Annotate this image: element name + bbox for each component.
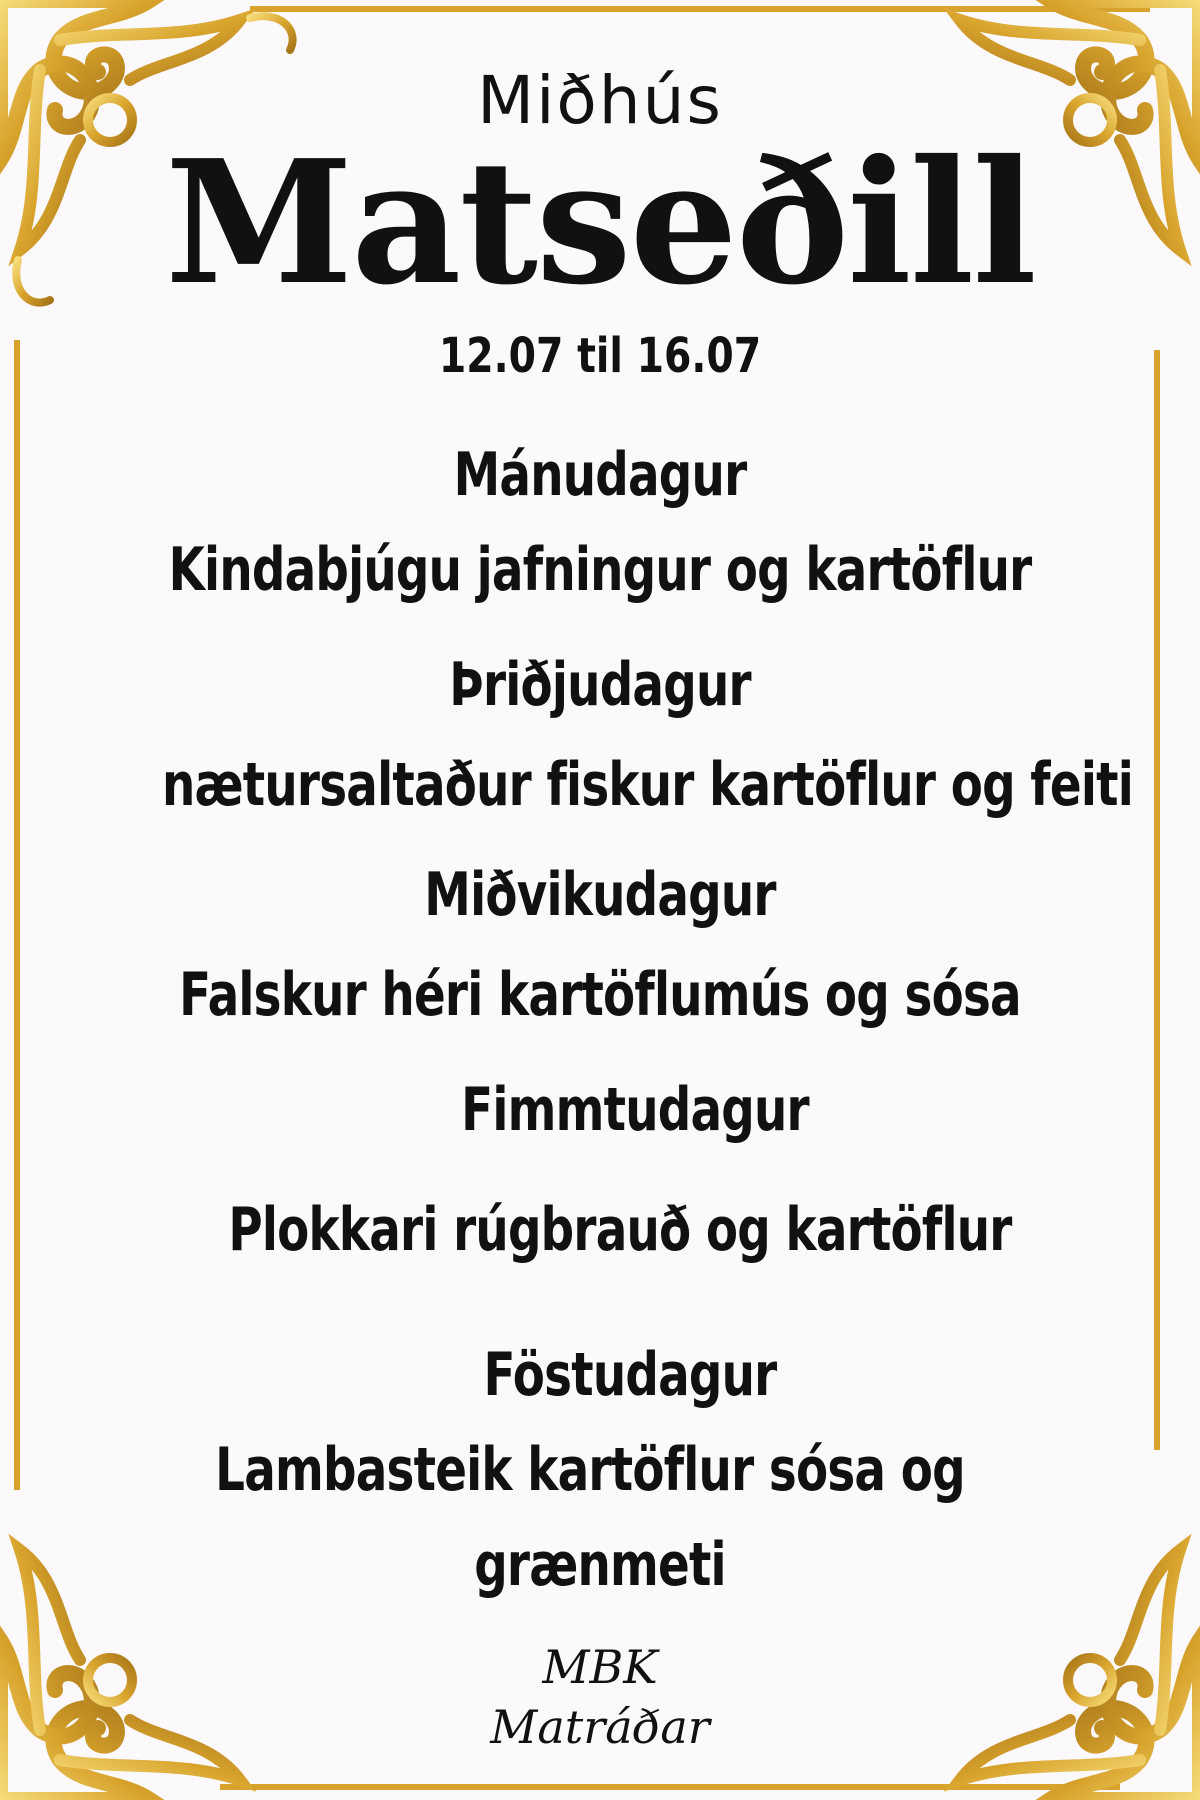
- page-title: Matseðill: [165, 123, 1035, 323]
- day-heading: Þriðjudagur: [449, 650, 751, 720]
- signature-line2: Matráðar: [490, 1700, 710, 1754]
- day-heading: Föstudagur: [483, 1340, 777, 1410]
- dish-text: Plokkari rúgbrauð og kartöflur: [228, 1195, 1012, 1265]
- day-heading: Mánudagur: [453, 440, 747, 510]
- dish-text: Falskur héri kartöflumús og sósa: [179, 960, 1021, 1030]
- date-range: 12.07 til 16.07: [438, 328, 762, 384]
- brand-name: Miðhús: [477, 62, 723, 139]
- dish-text: Lambasteik kartöflur sósa og: [215, 1435, 965, 1505]
- dish-text: Kindabjúgu jafningur og kartöflur: [168, 535, 1032, 605]
- frame-left-line: [14, 340, 20, 1490]
- signature-line1: MBK: [542, 1640, 658, 1694]
- day-heading: Miðvikudagur: [424, 860, 776, 930]
- dish-text: grænmeti: [474, 1530, 726, 1600]
- day-heading: Fimmtudagur: [461, 1075, 809, 1145]
- dish-text: nætursaltaður fiskur kartöflur og feiti: [162, 750, 1133, 820]
- frame-right-line: [1154, 350, 1160, 1450]
